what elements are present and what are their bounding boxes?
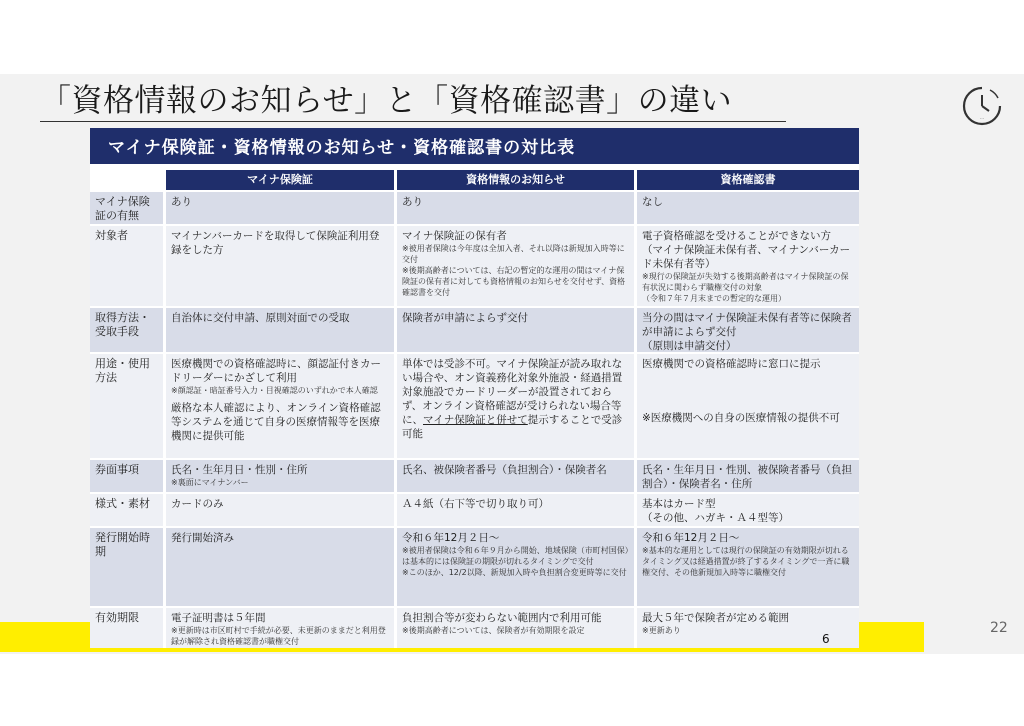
page-title: 「資格情報のお知らせ」と「資格確認書」の違い [40,83,733,119]
cell-text: 最大５年で保険者が定める範囲 [642,612,789,624]
row-label: 対象者 [90,226,163,306]
table-cell [637,528,859,606]
title-underline [40,121,786,122]
svg-text:⋯: ⋯ [980,116,984,121]
table-cell [166,354,394,458]
comparison-table [90,128,859,648]
cell-text: 厳格な本人確認により、オンライン資格確認等システムを通じて自身の医療情報等を医療機関に提供可能 [171,402,381,442]
row-label: 取得方法・受取手段 [90,308,163,352]
cell-text: ※医療機関への自身の医療情報の提供不可 [642,412,840,424]
row-label: 有効期限 [90,608,163,648]
cell-text: 令和６年12月２日～ [402,532,500,544]
table-cell [166,226,394,306]
cell-text: 医療機関での資格確認時に窓口に提示 [642,358,821,370]
underlined-text: マイナ保険証と併せて [423,414,528,426]
cell-text: マイナンバーカードを取得して保険証利用登録をした方 [171,230,380,256]
table-cell [166,608,394,648]
cell-note: ※更新あり [642,626,681,635]
cell-note: （令和７年７月末までの暫定的な運用） [642,294,786,303]
table-cell: 保険者が申請によらず交付 [397,308,634,352]
table-cell: あり [397,192,634,224]
cell-text: 医療機関での資格確認時に、顔認証付きカードリーダーにかざして利用 [171,358,381,384]
column-header: マイナ保険証 [166,170,394,190]
cell-text: （その他、ハガキ・Ａ４型等） [642,512,789,524]
row-label: 発行開始時期 [90,528,163,606]
cell-text: 電子資格確認を受けることができない方 [642,230,831,242]
table-cell: あり [166,192,394,224]
table-cell [637,354,859,458]
cell-note: ※後期高齢者については、右記の暫定的な運用の間はマイナ保険証の保有者に対しても資格情報のお知らせを交付せず、資格確認書を交付 [402,266,626,297]
column-header: 資格情報のお知らせ [397,170,634,190]
row-label: 券面事項 [90,460,163,492]
cell-text: 単体では受診不可。マイナ保険証が読み取れない場合や、オン資義務化対象外施設・経過措置対象施設でカードリーダーが設置されておらず、オンライン資格確認が受けられない場合等に、 [402,358,623,426]
table-cell: カードのみ [166,494,394,526]
table-cell [397,528,634,606]
table-cell: 氏名・生年月日・性別、被保険者番号（負担割合）・保険者名・住所 [637,460,859,492]
cell-text: 当分の間はマイナ保険証未保有者等に保険者が申請によらず交付 [642,312,852,338]
row-label: マイナ保険証の有無 [90,192,163,224]
cell-note: ※裏面にマイナンバー [171,478,249,487]
cell-note: ※基本的な運用としては現行の保険証の有効期限が切れるタイミング又は経過措置が終了するタイミングで一斉に職権交付、その他新規加入時等に職権交付 [642,546,850,577]
cell-text: 氏名・生年月日・性別・住所 [171,464,308,476]
cell-text: 負担割合等が変わらない範囲内で利用可能 [402,612,602,624]
table-header: マイナ保険証・資格情報のお知らせ・資格確認書の対比表 [90,128,859,164]
table-cell [637,308,859,352]
table-cell [637,494,859,526]
cell-text: （マイナ保険証未保有者、マイナンバーカード未保有者等） [642,244,851,270]
row-label: 用途・使用方法 [90,354,163,458]
table-cell [166,460,394,492]
cell-text: マイナ保険証の保有者 [402,230,507,242]
column-header: 資格確認書 [637,170,859,190]
cell-note: ※被用者保険は今年度は全加入者、それ以降は新規加入時等に交付 [402,244,625,264]
cell-text: （原則は申請交付） [642,340,737,352]
inner-page-number: 6 [822,632,830,646]
clock-logo-icon [960,84,1004,128]
table-cell: なし [637,192,859,224]
cell-note: ※被用者保険は令和６年９月から開始、地域保険（市町村国保）は基本的には保険証の期限が切れるタイミングで交付 [402,546,629,566]
cell-note: ※このほか、12/2以降、新規加入時や負担割合変更時等に交付 [402,568,627,577]
cell-text: 電子証明書は５年間 [171,612,266,624]
table-cell: Ａ４紙（右下等で切り取り可） [397,494,634,526]
table-cell [397,226,634,306]
table-cell: 氏名、被保険者番号（負担割合）・保険者名 [397,460,634,492]
cell-text: 令和６年12月２日～ [642,532,740,544]
cell-note: ※現行の保険証が失効する後期高齢者はマイナ保険証の保有状況に関わらず職権交付の対象 [642,272,849,292]
table-cell: 自治体に交付申請、原則対面での受取 [166,308,394,352]
cell-text: 提示することで受診可能 [402,414,623,440]
table-cell [397,608,634,648]
table-cell [397,354,634,458]
table-cell [637,226,859,306]
row-label: 様式・素材 [90,494,163,526]
page-number: 22 [990,620,1008,636]
cell-text: 基本はカード型 [642,498,716,510]
cell-note: ※後期高齢者については、保険者が有効期限を設定 [402,626,585,635]
cell-note: ※更新時は市区町村で手続が必要、未更新のままだと利用登録が解除され資格確認書が職権交付 [171,626,386,646]
cell-note: ※顔認証・暗証番号入力・目視確認のいずれかで本人確認 [171,386,378,395]
table-cell: 発行開始済み [166,528,394,606]
